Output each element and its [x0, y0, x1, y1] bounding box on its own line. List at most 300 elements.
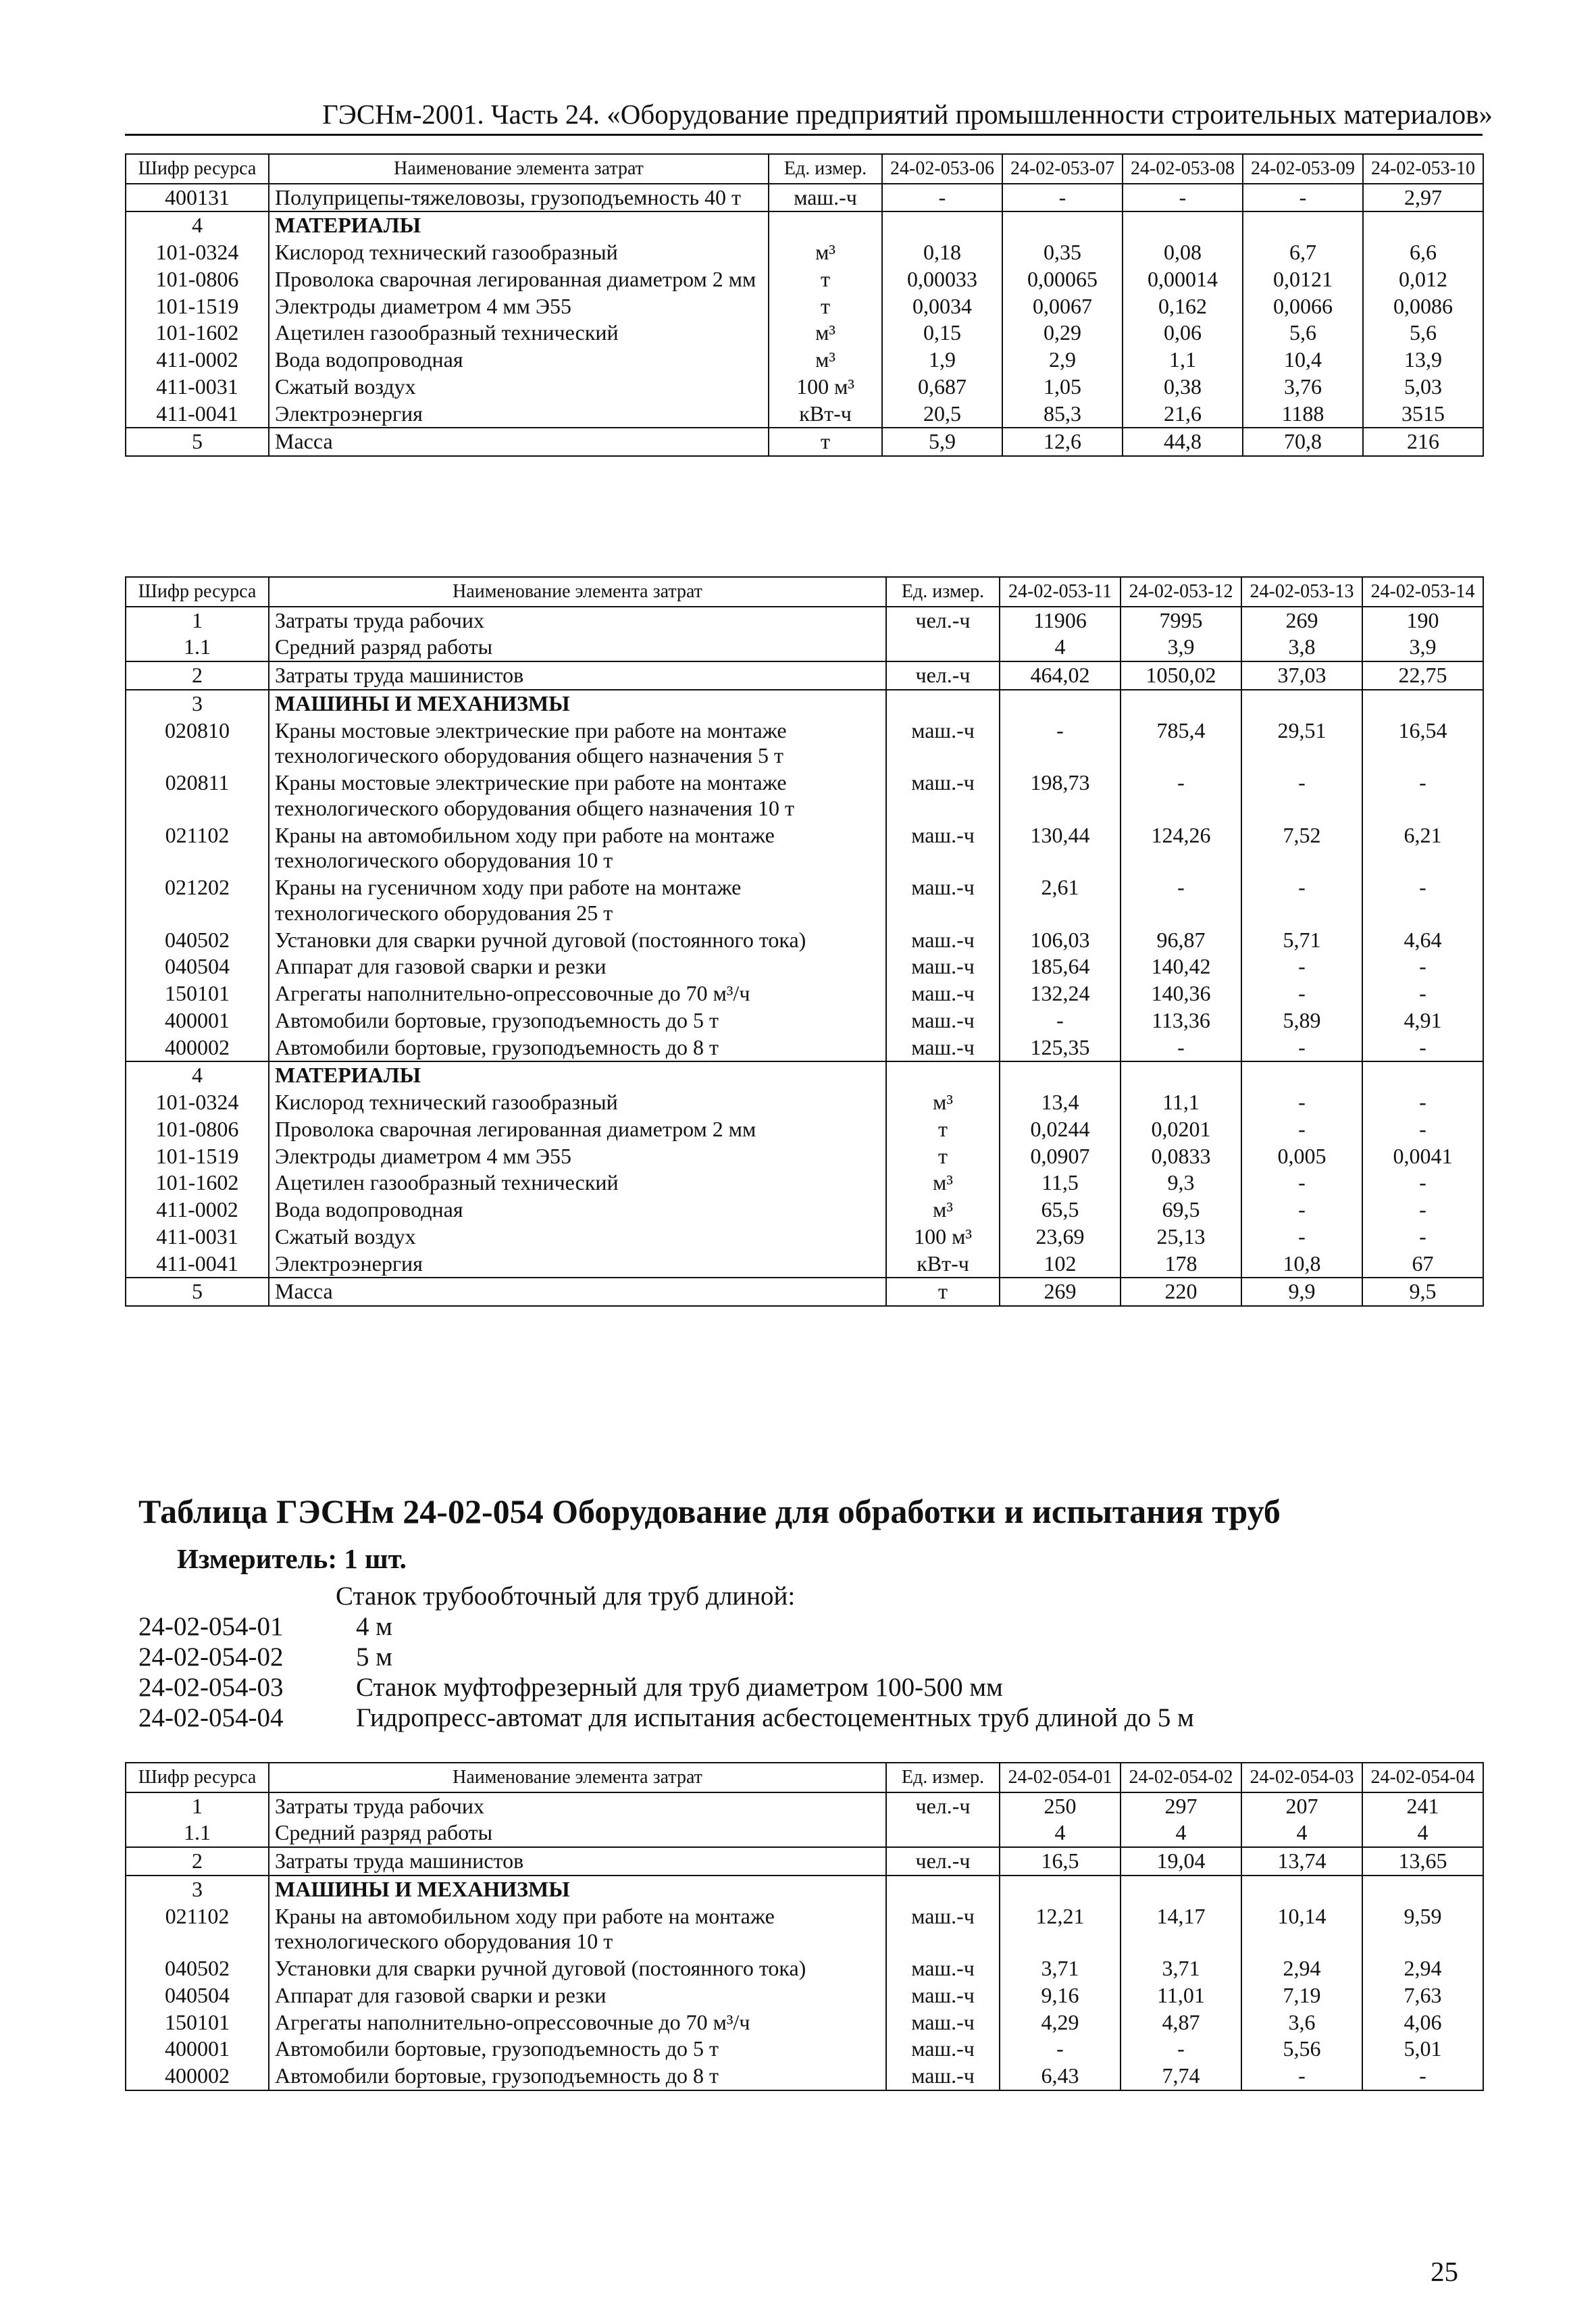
value-cell: 4,91	[1362, 1007, 1483, 1034]
cost-element-name: Затраты труда машинистов	[269, 661, 886, 690]
value-cell: 4	[1000, 1819, 1121, 1847]
table-row	[126, 634, 1483, 661]
value-cell: 0,18	[882, 239, 1002, 266]
unit-cell: кВт-ч	[886, 1251, 1000, 1278]
resource-code: 040502	[126, 927, 269, 954]
value-cell: 0,0041	[1362, 1143, 1483, 1170]
value-cell: 44,8	[1123, 428, 1243, 456]
header-norm-code: 24-02-054-03	[1241, 1763, 1362, 1792]
value-cell: 11,01	[1121, 1982, 1241, 2009]
header-row	[126, 1763, 1483, 1792]
value-cell	[1243, 211, 1363, 239]
value-cell: 9,3	[1121, 1169, 1241, 1197]
value-cell: -	[1362, 1089, 1483, 1116]
header-norm-code: 24-02-053-14	[1362, 577, 1483, 607]
cost-element-name: Затраты труда рабочих	[269, 607, 886, 634]
value-cell: 13,9	[1363, 347, 1483, 374]
value-cell	[1362, 1876, 1483, 1903]
cost-element-name: Автомобили бортовые, грузоподъемность до 8 т	[269, 1034, 886, 1062]
value-cell: -	[1002, 184, 1123, 212]
unit-cell: т	[886, 1116, 1000, 1143]
table-row	[126, 320, 1483, 347]
value-cell: -	[1241, 770, 1362, 822]
value-cell: -	[1121, 1034, 1241, 1062]
cost-element-name: Электроды диаметром 4 мм Э55	[269, 1143, 886, 1170]
unit-cell: 100 м³	[769, 374, 882, 401]
resource-code: 101-0324	[126, 239, 269, 266]
cost-element-name: Сжатый воздух	[269, 374, 769, 401]
measure-unit: Измеритель: 1 шт.	[177, 1543, 407, 1574]
cost-element-name: Краны мостовые электрические при работе на монтаже технологического оборудования общего назначения 5 т	[269, 718, 886, 770]
value-cell: 0,0244	[1000, 1116, 1121, 1143]
cost-element-name: Кислород технический газообразный	[269, 239, 769, 266]
header-norm-code: 24-02-053-06	[882, 154, 1002, 184]
value-cell	[1121, 1876, 1241, 1903]
items-intro: Станок трубообточный для труб длиной:	[336, 1582, 796, 1611]
header-unit: Ед. измер.	[769, 154, 882, 184]
resource-code: 400002	[126, 1034, 269, 1062]
value-cell: 0,00033	[882, 266, 1002, 293]
value-cell: 6,6	[1363, 239, 1483, 266]
resource-code: 040504	[126, 1982, 269, 2009]
value-cell: 70,8	[1243, 428, 1363, 456]
value-cell: 2,94	[1362, 1955, 1483, 1982]
value-cell: 9,16	[1000, 1982, 1121, 2009]
header-norm-code: 24-02-053-12	[1121, 577, 1241, 607]
value-cell: -	[1362, 1034, 1483, 1062]
cost-element-name: Краны на автомобильном ходу при работе на монтаже технологического оборудования 10 т	[269, 1903, 886, 1956]
value-cell: 19,04	[1121, 1847, 1241, 1876]
resource-code: 4	[126, 211, 269, 239]
resource-code: 3	[126, 690, 269, 718]
table-row	[126, 1278, 1483, 1306]
value-cell: 13,74	[1241, 1847, 1362, 1876]
unit-cell: м³	[769, 320, 882, 347]
cost-element-name: Автомобили бортовые, грузоподъемность до 5 т	[269, 2036, 886, 2063]
page-header: ГЭСНм-2001. Часть 24. «Оборудование предприятий промышленности строительных материалов»	[322, 99, 1493, 130]
value-cell: 178	[1121, 1251, 1241, 1278]
table-row	[126, 401, 1483, 428]
value-cell: -	[1362, 2063, 1483, 2090]
value-cell: 2,97	[1363, 184, 1483, 212]
resource-code: 3	[126, 1876, 269, 1903]
value-cell: 0,35	[1002, 239, 1123, 266]
value-cell: 269	[1241, 607, 1362, 634]
value-cell: 130,44	[1000, 822, 1121, 875]
value-cell: 5,89	[1241, 1007, 1362, 1034]
table-row	[126, 184, 1483, 212]
resource-code: 150101	[126, 2009, 269, 2036]
value-cell: 0,29	[1002, 320, 1123, 347]
unit-cell: маш.-ч	[886, 718, 1000, 770]
cost-element-name: Аппарат для газовой сварки и резки	[269, 953, 886, 980]
cost-element-name: Средний разряд работы	[269, 1819, 886, 1847]
value-cell: -	[1121, 874, 1241, 927]
cost-element-name: Электроэнергия	[269, 1251, 886, 1278]
value-cell: 16,54	[1362, 718, 1483, 770]
value-cell: 185,64	[1000, 953, 1121, 980]
value-cell: 11,1	[1121, 1089, 1241, 1116]
header-code: Шифр ресурса	[126, 1763, 269, 1792]
cost-element-name: Ацетилен газообразный технический	[269, 320, 769, 347]
value-cell: 10,4	[1243, 347, 1363, 374]
value-cell: 216	[1363, 428, 1483, 456]
value-cell: 4,87	[1121, 2009, 1241, 2036]
page-number: 25	[1431, 2256, 1458, 2287]
value-cell: -	[1241, 1169, 1362, 1197]
value-cell	[882, 211, 1002, 239]
value-cell: 1,05	[1002, 374, 1123, 401]
value-cell: 11906	[1000, 607, 1121, 634]
resource-code: 040502	[126, 1955, 269, 1982]
unit-cell: кВт-ч	[769, 401, 882, 428]
table-row	[126, 293, 1483, 320]
cost-element-name: Агрегаты наполнительно-опрессовочные до 70 м³/ч	[269, 980, 886, 1007]
table-row	[126, 822, 1483, 875]
value-cell: -	[1362, 1116, 1483, 1143]
value-cell: 0,0034	[882, 293, 1002, 320]
value-cell: 3,9	[1121, 634, 1241, 661]
unit-cell: 100 м³	[886, 1224, 1000, 1251]
value-cell: 6,43	[1000, 2063, 1121, 2090]
value-cell: 124,26	[1121, 822, 1241, 875]
value-cell: 3,71	[1000, 1955, 1121, 1982]
unit-cell: м³	[769, 239, 882, 266]
value-cell: 16,5	[1000, 1847, 1121, 1876]
table-row	[126, 1224, 1483, 1251]
header-name: Наименование элемента затрат	[269, 577, 886, 607]
cost-element-name: Кислород технический газообразный	[269, 1089, 886, 1116]
unit-cell: чел.-ч	[886, 1847, 1000, 1876]
resource-code: 5	[126, 428, 269, 456]
table-row	[126, 1007, 1483, 1034]
cost-element-name: Агрегаты наполнительно-опрессовочные до 70 м³/ч	[269, 2009, 886, 2036]
resource-code: 020810	[126, 718, 269, 770]
cost-element-name: Краны на гусеничном ходу при работе на монтаже технологического оборудования 25 т	[269, 874, 886, 927]
table-row	[126, 211, 1483, 239]
item-line: 24-02-054-03 Станок муфтофрезерный для труб диаметром 100-500 мм	[138, 1673, 1003, 1702]
table-row	[126, 1061, 1483, 1089]
section-heading: МАШИНЫ И МЕХАНИЗМЫ	[269, 690, 886, 718]
value-cell: 5,6	[1363, 320, 1483, 347]
value-cell: 0,005	[1241, 1143, 1362, 1170]
resource-code: 1.1	[126, 634, 269, 661]
unit-cell	[769, 211, 882, 239]
cost-element-name: Установки для сварки ручной дуговой (постоянного тока)	[269, 1955, 886, 1982]
table-row	[126, 2063, 1483, 2090]
value-cell: -	[1362, 980, 1483, 1007]
table-row	[126, 239, 1483, 266]
resource-code: 411-0002	[126, 347, 269, 374]
unit-cell	[886, 634, 1000, 661]
resource-code: 021102	[126, 1903, 269, 1956]
resource-code: 020811	[126, 770, 269, 822]
unit-cell: м³	[886, 1089, 1000, 1116]
value-cell: -	[1241, 1116, 1362, 1143]
value-cell: 0,012	[1363, 266, 1483, 293]
value-cell: 13,4	[1000, 1089, 1121, 1116]
value-cell: 4	[1362, 1819, 1483, 1847]
unit-cell: т	[886, 1143, 1000, 1170]
cost-element-name: Электроды диаметром 4 мм Э55	[269, 293, 769, 320]
resource-code: 1	[126, 1792, 269, 1820]
value-cell: 9,59	[1362, 1903, 1483, 1956]
table-row	[126, 1847, 1483, 1876]
value-cell: -	[1000, 718, 1121, 770]
resource-code: 2	[126, 1847, 269, 1876]
table-row	[126, 1169, 1483, 1197]
table-row	[126, 347, 1483, 374]
cost-element-name: Установки для сварки ручной дуговой (постоянного тока)	[269, 927, 886, 954]
table-row	[126, 1876, 1483, 1903]
value-cell: -	[1362, 770, 1483, 822]
table-row	[126, 718, 1483, 770]
header-norm-code: 24-02-054-01	[1000, 1763, 1121, 1792]
table-row	[126, 266, 1483, 293]
value-cell: 207	[1241, 1792, 1362, 1820]
unit-cell: маш.-ч	[886, 874, 1000, 927]
resource-table-054	[125, 1762, 1484, 2091]
unit-cell: маш.-ч	[886, 822, 1000, 875]
value-cell: 0,0833	[1121, 1143, 1241, 1170]
value-cell: 3,9	[1362, 634, 1483, 661]
value-cell: 297	[1121, 1792, 1241, 1820]
unit-cell: т	[886, 1278, 1000, 1306]
value-cell: 0,08	[1123, 239, 1243, 266]
unit-cell: т	[769, 428, 882, 456]
value-cell: 140,42	[1121, 953, 1241, 980]
value-cell: 250	[1000, 1792, 1121, 1820]
value-cell	[1002, 211, 1123, 239]
cost-element-name: Краны мостовые электрические при работе на монтаже технологического оборудования общего назначения 10 т	[269, 770, 886, 822]
resource-code: 411-0002	[126, 1197, 269, 1224]
value-cell: 6,7	[1243, 239, 1363, 266]
table-row	[126, 1792, 1483, 1820]
value-cell: 4,64	[1362, 927, 1483, 954]
unit-cell: маш.-ч	[886, 1982, 1000, 2009]
resource-code: 411-0041	[126, 1251, 269, 1278]
resource-code: 101-1602	[126, 320, 269, 347]
value-cell: 65,5	[1000, 1197, 1121, 1224]
value-cell: -	[1362, 1169, 1483, 1197]
resource-code: 101-0806	[126, 266, 269, 293]
value-cell: 14,17	[1121, 1903, 1241, 1956]
value-cell: -	[1362, 1224, 1483, 1251]
cost-element-name: Ацетилен газообразный технический	[269, 1169, 886, 1197]
value-cell: 9,9	[1241, 1278, 1362, 1306]
value-cell: 20,5	[882, 401, 1002, 428]
resource-code: 411-0041	[126, 401, 269, 428]
value-cell	[1121, 690, 1241, 718]
resource-code: 400001	[126, 2036, 269, 2063]
table-row	[126, 927, 1483, 954]
value-cell: 3,71	[1121, 1955, 1241, 1982]
value-cell: 23,69	[1000, 1224, 1121, 1251]
resource-code: 411-0031	[126, 1224, 269, 1251]
cost-element-name: Затраты труда машинистов	[269, 1847, 886, 1876]
value-cell: -	[1362, 1197, 1483, 1224]
value-cell: -	[1362, 953, 1483, 980]
value-cell: 113,36	[1121, 1007, 1241, 1034]
unit-cell: маш.-ч	[886, 1955, 1000, 1982]
table-row	[126, 607, 1483, 634]
value-cell: 7995	[1121, 607, 1241, 634]
resource-code: 2	[126, 661, 269, 690]
value-cell: 4	[1000, 634, 1121, 661]
item-line: 24-02-054-04 Гидропресс-автомат для испытания асбестоцементных труб длиной до 5 м	[138, 1703, 1194, 1732]
resource-code: 040504	[126, 953, 269, 980]
value-cell: 1,1	[1123, 347, 1243, 374]
value-cell: 0,0067	[1002, 293, 1123, 320]
header-name: Наименование элемента затрат	[269, 1763, 886, 1792]
value-cell: 0,15	[882, 320, 1002, 347]
value-cell: -	[1241, 1224, 1362, 1251]
unit-cell	[886, 690, 1000, 718]
resource-code: 411-0031	[126, 374, 269, 401]
value-cell: 10,14	[1241, 1903, 1362, 1956]
value-cell: -	[1241, 874, 1362, 927]
value-cell	[1000, 690, 1121, 718]
header-norm-code: 24-02-054-04	[1362, 1763, 1483, 1792]
value-cell: 4	[1241, 1819, 1362, 1847]
unit-cell: маш.-ч	[886, 927, 1000, 954]
table-row	[126, 2009, 1483, 2036]
value-cell: 29,51	[1241, 718, 1362, 770]
value-cell: 0,38	[1123, 374, 1243, 401]
header-norm-code: 24-02-053-08	[1123, 154, 1243, 184]
value-cell: 785,4	[1121, 718, 1241, 770]
value-cell: 96,87	[1121, 927, 1241, 954]
value-cell: 0,00065	[1002, 266, 1123, 293]
value-cell: 4,06	[1362, 2009, 1483, 2036]
resource-code: 1	[126, 607, 269, 634]
table-row	[126, 1955, 1483, 1982]
resource-code: 101-1519	[126, 293, 269, 320]
value-cell: -	[1241, 980, 1362, 1007]
value-cell: -	[1241, 1034, 1362, 1062]
value-cell: 0,00014	[1123, 266, 1243, 293]
unit-cell	[886, 1061, 1000, 1089]
table-row	[126, 874, 1483, 927]
value-cell: 1050,02	[1121, 661, 1241, 690]
value-cell: 3,8	[1241, 634, 1362, 661]
cost-element-name: Полуприцепы-тяжеловозы, грузоподъемность 40 т	[269, 184, 769, 212]
value-cell	[1000, 1061, 1121, 1089]
resource-code: 101-1519	[126, 1143, 269, 1170]
value-cell: 22,75	[1362, 661, 1483, 690]
unit-cell: т	[769, 293, 882, 320]
value-cell: 0,06	[1123, 320, 1243, 347]
value-cell: -	[1241, 2063, 1362, 2090]
value-cell: 0,162	[1123, 293, 1243, 320]
value-cell: 0,0121	[1243, 266, 1363, 293]
resource-code: 101-0324	[126, 1089, 269, 1116]
value-cell: 132,24	[1000, 980, 1121, 1007]
value-cell: 3,76	[1243, 374, 1363, 401]
cost-element-name: Проволока сварочная легированная диаметром 2 мм	[269, 1116, 886, 1143]
cost-element-name: Проволока сварочная легированная диаметром 2 мм	[269, 266, 769, 293]
value-cell: -	[1241, 1089, 1362, 1116]
value-cell: 10,8	[1241, 1251, 1362, 1278]
table-row	[126, 1819, 1483, 1847]
value-cell: 7,19	[1241, 1982, 1362, 2009]
value-cell	[1362, 690, 1483, 718]
value-cell: -	[1000, 1007, 1121, 1034]
value-cell: 5,01	[1362, 2036, 1483, 2063]
unit-cell: маш.-ч	[886, 770, 1000, 822]
table-row	[126, 1251, 1483, 1278]
cost-element-name: Вода водопроводная	[269, 347, 769, 374]
value-cell: -	[882, 184, 1002, 212]
cost-element-name: Масса	[269, 1278, 886, 1306]
resource-code: 150101	[126, 980, 269, 1007]
unit-cell: маш.-ч	[769, 184, 882, 212]
value-cell	[1241, 1876, 1362, 1903]
value-cell: 7,63	[1362, 1982, 1483, 2009]
value-cell: 0,687	[882, 374, 1002, 401]
header-norm-code: 24-02-053-07	[1002, 154, 1123, 184]
value-cell: 5,9	[882, 428, 1002, 456]
header-row	[126, 154, 1483, 184]
value-cell: 21,6	[1123, 401, 1243, 428]
table-row	[126, 1197, 1483, 1224]
unit-cell: маш.-ч	[886, 980, 1000, 1007]
value-cell	[1000, 1876, 1121, 1903]
table-title: Таблица ГЭСНм 24-02-054 Оборудование для обработки и испытания труб	[138, 1492, 1281, 1530]
value-cell: 140,36	[1121, 980, 1241, 1007]
value-cell: 0,0201	[1121, 1116, 1241, 1143]
resource-code: 1.1	[126, 1819, 269, 1847]
section-heading: МАТЕРИАЛЫ	[269, 211, 769, 239]
unit-cell: чел.-ч	[886, 661, 1000, 690]
value-cell: 13,65	[1362, 1847, 1483, 1876]
resource-code: 021202	[126, 874, 269, 927]
value-cell: 5,71	[1241, 927, 1362, 954]
cost-element-name: Сжатый воздух	[269, 1224, 886, 1251]
unit-cell: чел.-ч	[886, 607, 1000, 634]
value-cell: 106,03	[1000, 927, 1121, 954]
resource-code: 400131	[126, 184, 269, 212]
value-cell: 5,03	[1363, 374, 1483, 401]
header-row	[126, 577, 1483, 607]
header-norm-code: 24-02-053-10	[1363, 154, 1483, 184]
table-row	[126, 1089, 1483, 1116]
value-cell: 25,13	[1121, 1224, 1241, 1251]
value-cell: 102	[1000, 1251, 1121, 1278]
cost-element-name: Автомобили бортовые, грузоподъемность до 5 т	[269, 1007, 886, 1034]
cost-element-name: Электроэнергия	[269, 401, 769, 428]
header-unit: Ед. измер.	[886, 1763, 1000, 1792]
resource-code: 101-1602	[126, 1169, 269, 1197]
table-row	[126, 953, 1483, 980]
header-code: Шифр ресурса	[126, 154, 269, 184]
unit-cell	[886, 1876, 1000, 1903]
value-cell: 0,0907	[1000, 1143, 1121, 1170]
section-heading: МАТЕРИАЛЫ	[269, 1061, 886, 1089]
value-cell: -	[1000, 2036, 1121, 2063]
value-cell: 241	[1362, 1792, 1483, 1820]
value-cell	[1241, 690, 1362, 718]
header-norm-code: 24-02-053-11	[1000, 577, 1121, 607]
value-cell: 0,0086	[1363, 293, 1483, 320]
header-norm-code: 24-02-054-02	[1121, 1763, 1241, 1792]
table-row	[126, 374, 1483, 401]
header-norm-code: 24-02-053-09	[1243, 154, 1363, 184]
value-cell: 2,94	[1241, 1955, 1362, 1982]
resource-code: 400002	[126, 2063, 269, 2090]
table-row	[126, 1034, 1483, 1062]
header-code: Шифр ресурса	[126, 577, 269, 607]
